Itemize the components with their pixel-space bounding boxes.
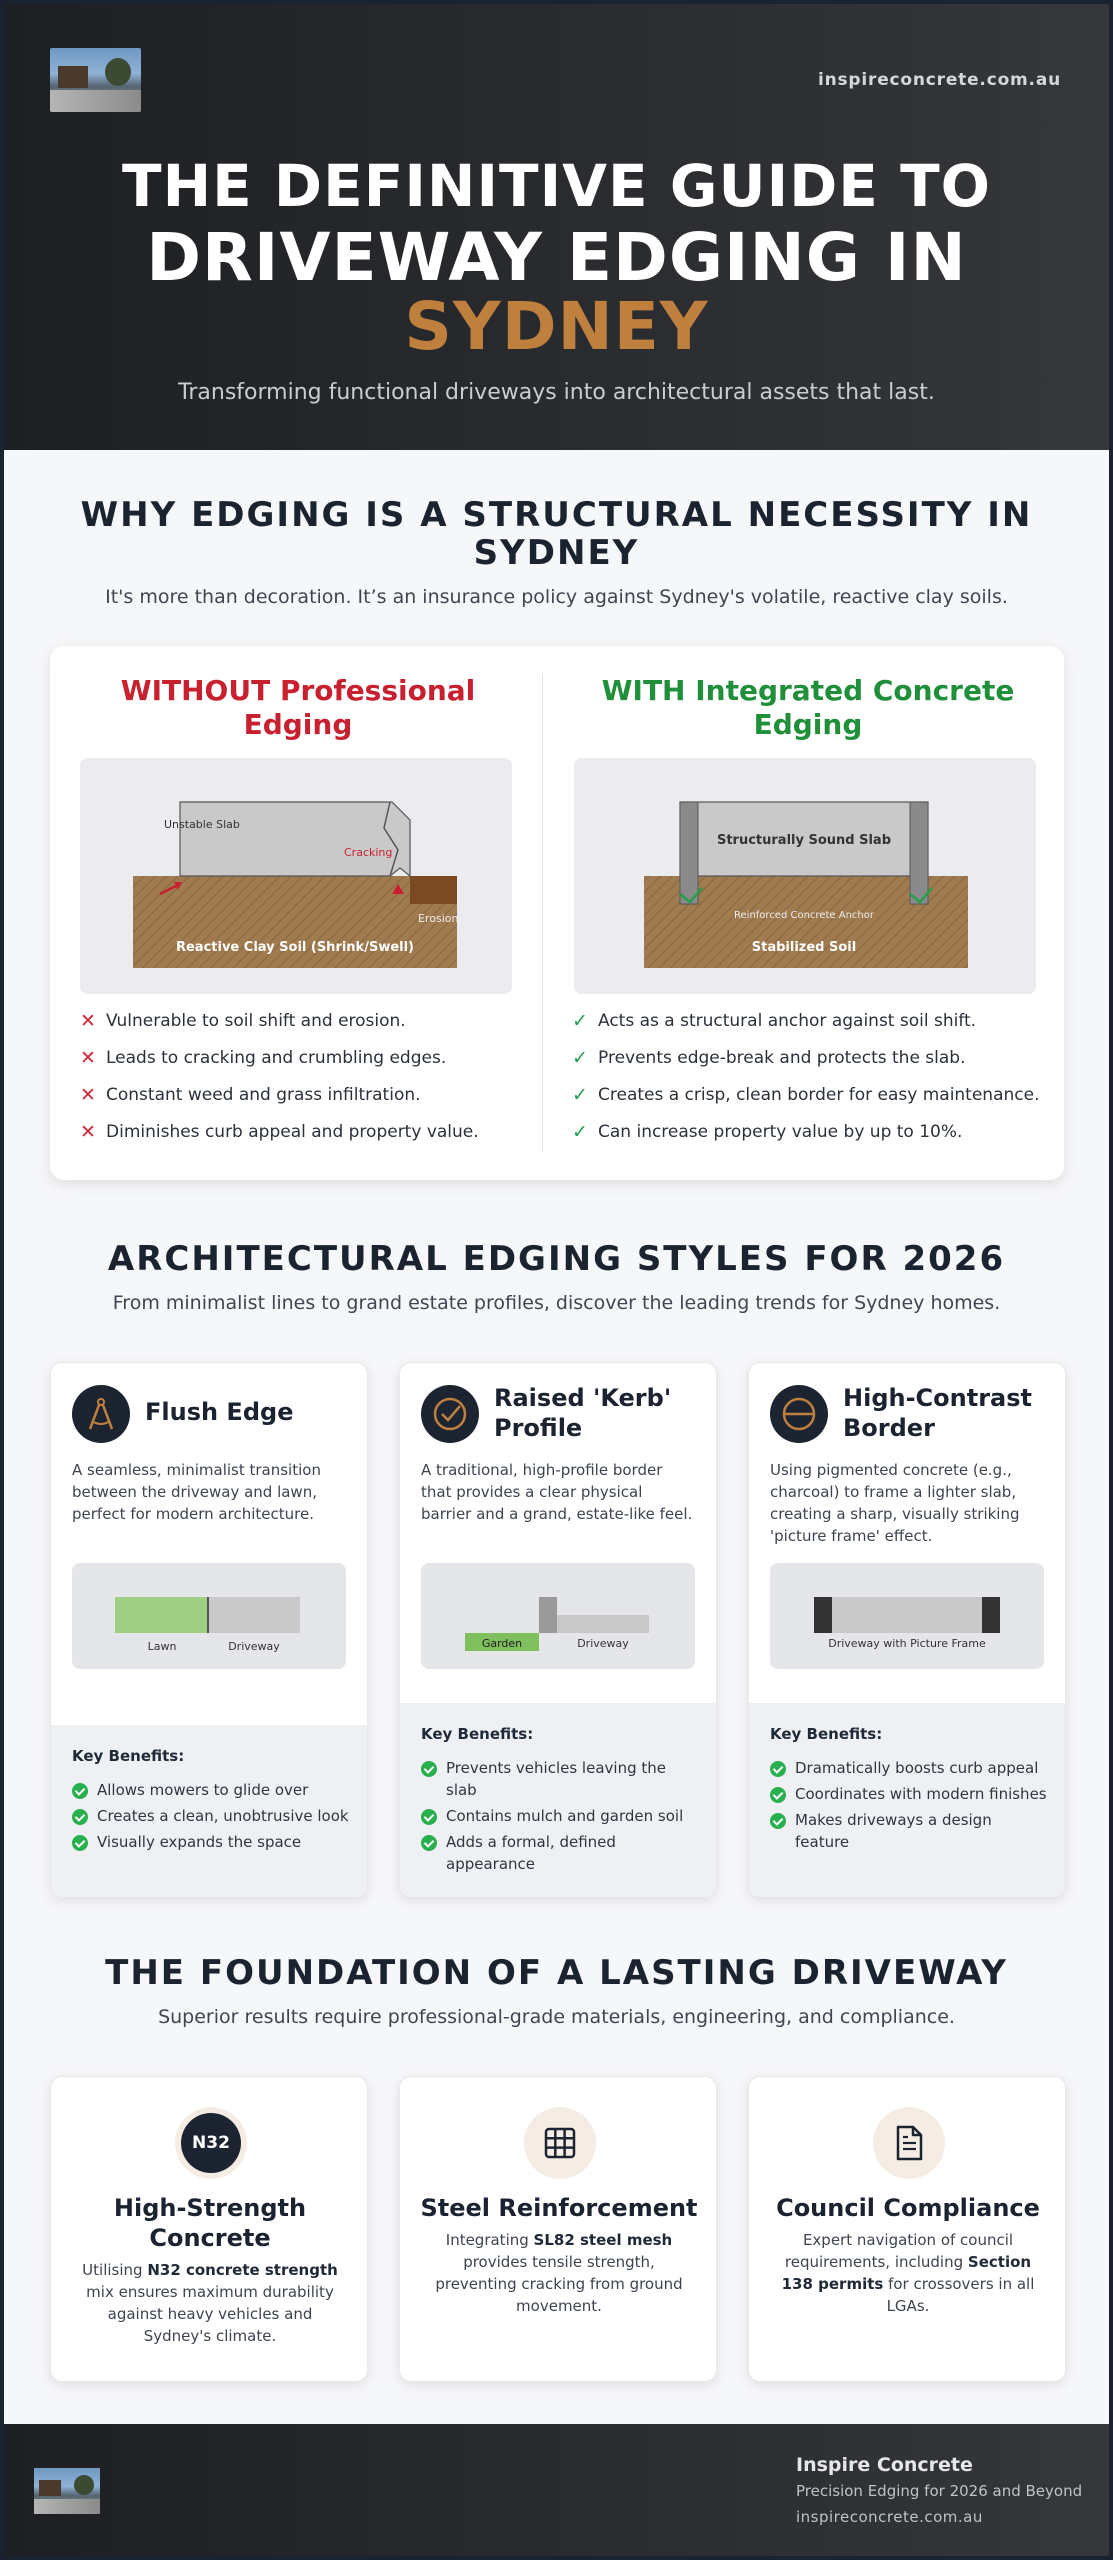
foundation-card-description: Expert navigation of council requirements, including Section 138 permits for crossovers in all LGAs. — [781, 2231, 1035, 2315]
flush-edge-illustration — [72, 1563, 346, 1669]
comparison-card — [50, 646, 1064, 1180]
list-item: Dramatically boosts curb appeal — [770, 1757, 1050, 1779]
list-item: ✓ Creates a crisp, clean border for easy maintenance. — [572, 1084, 1040, 1106]
list-item: Coordinates with modern finishes — [770, 1783, 1050, 1805]
foundation-section-title: THE FOUNDATION OF A LASTING DRIVEWAY — [105, 1953, 1008, 1993]
list-item: Allows mowers to glide over — [72, 1779, 352, 1801]
style-description: A traditional, high-profile border that provides a clear physical barrier and a grand, estate-like feel. — [421, 1461, 693, 1523]
raised-kerb-illustration — [421, 1563, 695, 1669]
check-icon: ✓ — [572, 1121, 588, 1143]
high-contrast-illustration — [770, 1563, 1044, 1669]
style-card-raised-kerb — [399, 1362, 717, 1898]
styles-section-subtitle: From minimalist lines to grand estate profiles, discover the leading trends for Sydney homes. — [112, 1292, 1001, 1314]
divider — [542, 674, 543, 1152]
without-edging-diagram — [80, 758, 512, 994]
check-circle-icon — [72, 1809, 88, 1825]
foundation-card-concrete — [50, 2076, 368, 2382]
list-item: Contains mulch and garden soil — [421, 1805, 701, 1827]
style-title: Flush Edge — [145, 1398, 294, 1426]
footer-url-link[interactable]: inspireconcrete.com.au — [796, 2508, 983, 2526]
check-circle-icon — [770, 1787, 786, 1803]
svg-text:Driveway: Driveway — [577, 1637, 629, 1650]
hero-title-highlight: SYDNEY — [404, 288, 709, 365]
foundation-section-subtitle: Superior results require professional-grade materials, engineering, and compliance. — [158, 2006, 955, 2028]
svg-text:Lawn: Lawn — [147, 1640, 177, 1653]
without-edging-title: WITHOUT Professional Edging — [120, 674, 476, 741]
list-item: ✓ Acts as a structural anchor against soil shift. — [572, 1010, 977, 1032]
check-circle-icon — [421, 1835, 437, 1851]
hero-title-line1: THE DEFINITIVE GUIDE TO — [122, 152, 991, 220]
list-item: ✕ Vulnerable to soil shift and erosion. — [80, 1010, 406, 1032]
check-icon: ✓ — [572, 1010, 588, 1032]
footer — [4, 2424, 1109, 2560]
key-benefits-panel — [749, 1703, 1066, 1897]
hero-subtitle: Transforming functional driveways into architectural assets that last. — [178, 380, 935, 405]
document-icon — [873, 2107, 945, 2179]
erosion-label: Erosion — [418, 912, 459, 925]
cross-icon: ✕ — [80, 1010, 96, 1032]
sound-slab-label: Structurally Sound Slab — [716, 833, 892, 848]
list-item: ✓ Prevents edge-break and protects the slab. — [572, 1047, 966, 1069]
benefits-list — [72, 1779, 352, 1857]
list-item: ✕ Diminishes curb appeal and property value. — [80, 1121, 479, 1143]
benefits-list — [770, 1757, 1050, 1857]
with-edging-points — [572, 1010, 1042, 1158]
style-description: A seamless, minimalist transition between the driveway and lawn, perfect for modern architecture. — [72, 1461, 321, 1523]
with-edging-title: WITH Integrated Concrete Edging — [601, 674, 1015, 741]
contrast-circle-icon — [770, 1385, 828, 1443]
foundation-card-title: High-Strength Concrete — [113, 2194, 307, 2252]
benefits-list — [421, 1757, 701, 1879]
foundation-card-compliance — [748, 2076, 1066, 2382]
without-edging-points — [80, 1010, 520, 1158]
why-section-subtitle: It's more than decoration. It’s an insurance policy against Sydney's volatile, reactive clay soils. — [105, 586, 1008, 608]
check-circle-icon — [72, 1783, 88, 1799]
svg-text:Driveway: Driveway — [228, 1640, 280, 1653]
list-item: Makes driveways a design feature — [770, 1809, 1050, 1853]
key-benefits-title: Key Benefits: — [72, 1747, 185, 1765]
footer-logo[interactable] — [34, 2468, 100, 2514]
foundation-card-title: Council Compliance — [776, 2194, 1040, 2222]
drafting-compass-icon — [72, 1385, 130, 1443]
check-icon: ✓ — [572, 1047, 588, 1069]
check-circle-icon — [421, 1385, 479, 1443]
key-benefits-panel — [400, 1703, 717, 1897]
check-circle-icon — [72, 1835, 88, 1851]
list-item: ✕ Leads to cracking and crumbling edges. — [80, 1047, 447, 1069]
unstable-slab-label: Unstable Slab — [164, 818, 240, 831]
style-title: High-Contrast Border — [843, 1384, 1032, 1442]
svg-text:Driveway with Picture Frame: Driveway with Picture Frame — [828, 1637, 986, 1650]
check-circle-icon — [770, 1813, 786, 1829]
key-benefits-title: Key Benefits: — [770, 1725, 883, 1743]
style-card-flush-edge — [50, 1362, 368, 1898]
why-section-title: WHY EDGING IS A STRUCTURAL NECESSITY IN SYDNEY — [80, 495, 1033, 573]
list-item: Visually expands the space — [72, 1831, 352, 1853]
list-item: ✓ Can increase property value by up to 10%. — [572, 1121, 963, 1143]
cross-icon: ✕ — [80, 1121, 96, 1143]
footer-tagline: Precision Edging for 2026 and Beyond — [796, 2482, 1083, 2500]
reactive-soil-label: Reactive Clay Soil (Shrink/Swell) — [175, 940, 415, 955]
footer-company-name: Inspire Concrete — [796, 2454, 973, 2476]
foundation-card-description: Utilising N32 concrete strength mix ensures maximum durability against heavy vehicles and Sydney's climate. — [82, 2261, 338, 2345]
grid-mesh-icon — [524, 2107, 596, 2179]
svg-text:Garden: Garden — [481, 1637, 523, 1650]
style-title: Raised 'Kerb' Profile — [494, 1384, 672, 1442]
list-item: Creates a clean, unobtrusive look — [72, 1805, 352, 1827]
anchor-label: Reinforced Concrete Anchor — [734, 910, 874, 921]
key-benefits-title: Key Benefits: — [421, 1725, 534, 1743]
cross-icon: ✕ — [80, 1047, 96, 1069]
check-circle-icon — [421, 1761, 437, 1777]
site-url-link[interactable]: inspireconcrete.com.au — [817, 70, 1061, 90]
list-item: ✕ Constant weed and grass infiltration. — [80, 1084, 421, 1106]
check-circle-icon — [770, 1761, 786, 1777]
hero-title-line2: DRIVEWAY EDGING IN — [146, 219, 967, 296]
key-benefits-panel — [51, 1725, 368, 1897]
check-circle-icon — [421, 1809, 437, 1825]
style-card-high-contrast — [748, 1362, 1066, 1898]
n32-badge-icon: N32 — [175, 2107, 247, 2179]
stabilized-soil-label: Stabilized Soil — [751, 940, 857, 955]
style-description: Using pigmented concrete (e.g., charcoal) to frame a lighter slab, creating a sharp, visually striking 'picture frame' effect. — [770, 1461, 1020, 1545]
list-item: Adds a formal, defined appearance — [421, 1831, 701, 1875]
foundation-card-steel — [399, 2076, 717, 2382]
styles-section-title: ARCHITECTURAL EDGING STYLES FOR 2026 — [107, 1239, 1006, 1279]
company-logo[interactable] — [50, 48, 141, 112]
foundation-card-title: Steel Reinforcement — [420, 2194, 698, 2222]
cracking-label: Cracking — [344, 846, 393, 859]
check-icon: ✓ — [572, 1084, 588, 1106]
list-item: Prevents vehicles leaving the slab — [421, 1757, 701, 1801]
cross-icon: ✕ — [80, 1084, 96, 1106]
hero-header — [4, 4, 1109, 450]
foundation-card-description: Integrating SL82 steel mesh provides tensile strength, preventing cracking from ground movement. — [435, 2231, 683, 2315]
with-edging-diagram — [574, 758, 1036, 994]
